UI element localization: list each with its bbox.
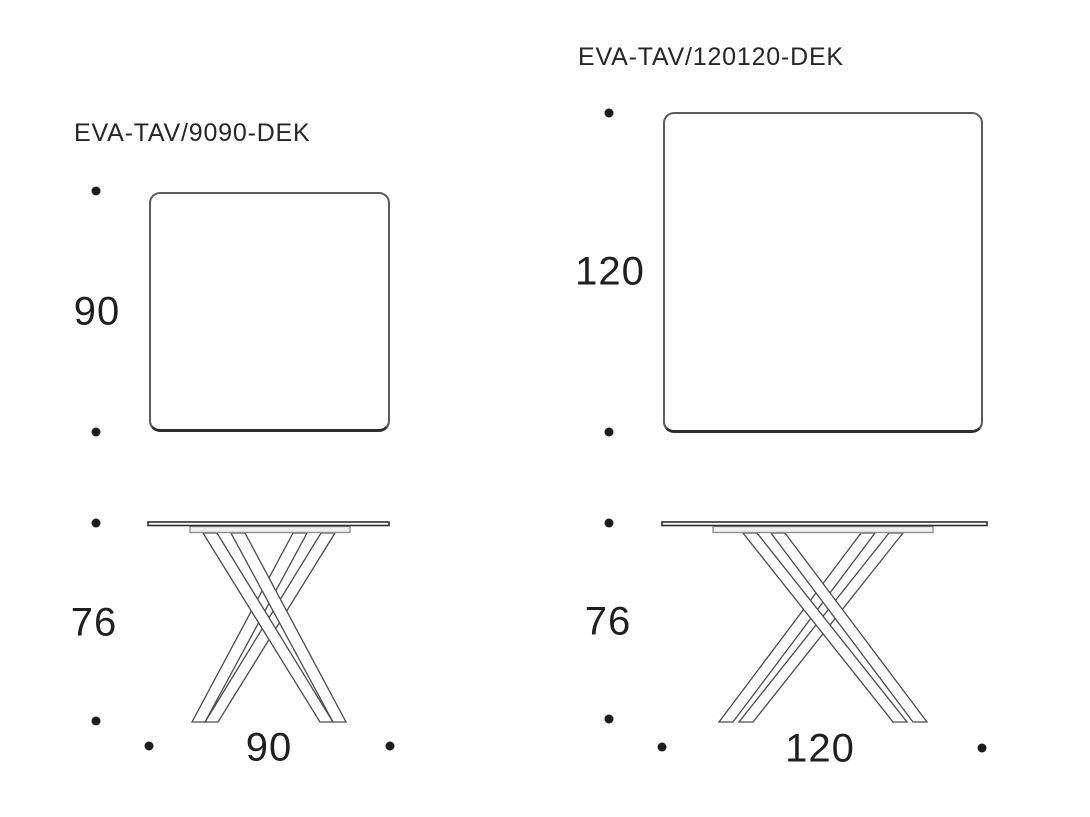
width-dimension-label: 120 [785,726,855,771]
dimension-marker-dot [605,428,614,437]
model-title: EVA-TAV/9090-DEK [74,119,311,147]
tabletop [662,522,987,526]
top-view-square [149,192,390,432]
width-dimension-label: 90 [245,725,293,770]
dimension-marker-dot [92,187,101,196]
tabletop [148,522,389,526]
dimension-marker-dot [92,717,101,726]
front-view-drawing [140,518,400,728]
height-dimension-label: 76 [70,600,118,645]
dimension-marker-dot [145,742,154,751]
front-view-drawing [600,518,1000,728]
model-title: EVA-TAV/120120-DEK [578,43,844,71]
dimension-marker-dot [658,743,667,752]
table-apron [190,527,350,533]
dimension-marker-dot [605,715,614,724]
dimension-marker-dot [386,742,395,751]
dimension-marker-dot [92,519,101,528]
height-dimension-label: 76 [584,599,632,644]
dimension-marker-dot [92,428,101,437]
depth-dimension-label: 90 [73,289,121,334]
top-view-square [663,112,983,433]
dimension-marker-dot [605,519,614,528]
dimension-marker-dot [978,744,987,753]
dimension-marker-dot [605,109,614,118]
depth-dimension-label: 120 [575,249,645,294]
table-apron [713,527,933,533]
